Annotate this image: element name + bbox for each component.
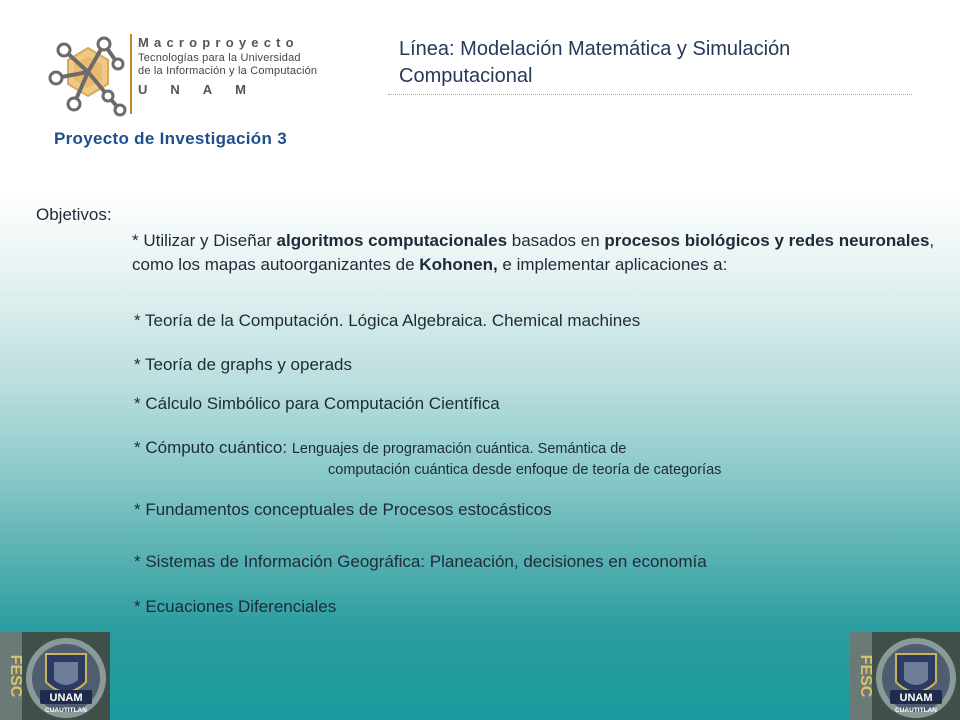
project-title: Proyecto de Investigación 3 — [54, 129, 287, 148]
logo-subtitle-2: de la Información y la Computación — [138, 65, 318, 77]
emblem-top-text: UNAM — [899, 692, 933, 704]
hexagon-network-icon — [46, 34, 130, 118]
item-teoria-computacion: * Teoría de la Computación. Lógica Algebraica. Chemical machines — [134, 311, 641, 330]
item-sistemas-geograficos: * Sistemas de Información Geográfica: Planeación, decisiones en economía — [134, 552, 707, 571]
item-ecuaciones-diferenciales: * Ecuaciones Diferenciales — [134, 597, 337, 616]
intro-text-2: basados en — [507, 231, 605, 250]
item-cuantico-label: * Cómputo cuántico: — [134, 438, 292, 457]
item-cuantico-detail: Lenguajes de programación cuántica. Semántica de — [291, 441, 627, 457]
objectives-label: Objetivos: — [36, 205, 112, 224]
macroproyecto-logo — [46, 34, 336, 118]
item-calculo-simbolico: * Cálculo Simbólico para Computación Científica — [134, 394, 500, 413]
logo-text — [138, 34, 317, 100]
fesc-emblem-left — [0, 632, 110, 720]
unam-shield-icon — [850, 632, 960, 720]
logo-subtitle-1: Tecnologías para la Universidad — [138, 52, 301, 64]
emblem-letters: FESC — [857, 654, 874, 698]
emblem-top-text: UNAM — [49, 692, 83, 704]
logo-divider — [130, 34, 132, 114]
item-teoria-graphs: * Teoría de graphs y operads — [134, 355, 352, 374]
intro-bold-algorithms: algoritmos computacionales — [276, 231, 508, 250]
emblem-bottom-text: CUAUTITLAN — [895, 707, 937, 714]
logo-title: Macroproyecto — [138, 35, 299, 50]
intro-text-1: * Utilizar y Diseñar — [132, 231, 277, 250]
intro-bold-biological: procesos biológicos y redes neuronales — [604, 231, 930, 250]
intro-text-3: , como los mapas autoorganizantes de — [132, 231, 935, 274]
line-title: Línea: Modelación Matemática y Simulación Computacional — [399, 38, 791, 87]
logo-unam: UNAM — [138, 82, 269, 97]
item-cuantico-detail-2: computación cuántica desde enfoque de teoría de categorías — [328, 462, 722, 478]
fesc-emblem-right — [850, 632, 960, 720]
title-divider — [388, 94, 912, 95]
item-procesos-estocasticos: * Fundamentos conceptuales de Procesos estocásticos — [134, 500, 552, 519]
emblem-bottom-text: CUAUTITLAN — [45, 707, 87, 714]
emblem-letters: FESC — [7, 654, 24, 698]
item-computo-cuantico — [134, 438, 626, 458]
intro-text-4: e implementar aplicaciones a: — [497, 255, 728, 274]
objectives-intro — [132, 229, 947, 277]
intro-bold-kohonen: Kohonen, — [419, 255, 498, 274]
unam-shield-icon — [0, 632, 110, 720]
